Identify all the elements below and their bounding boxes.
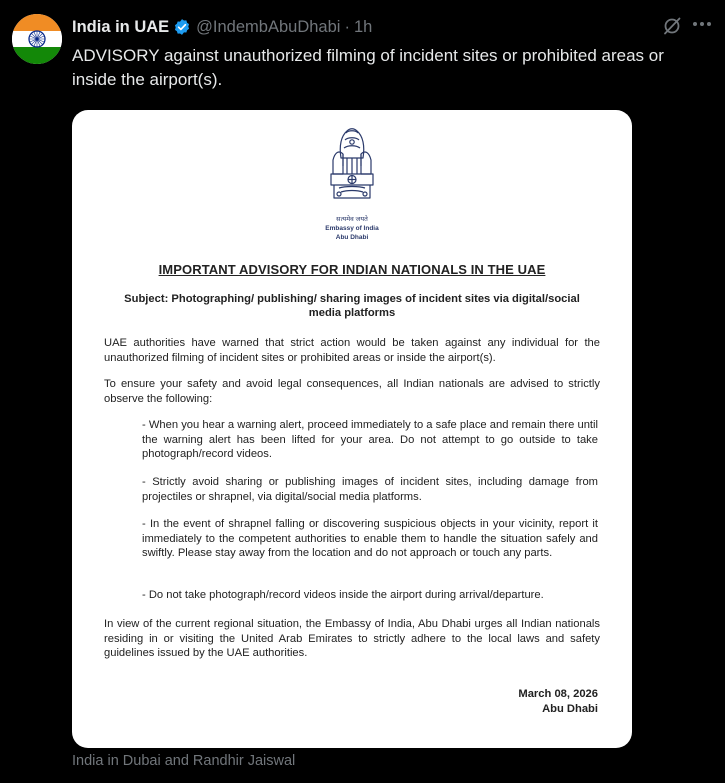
document-place: Abu Dhabi bbox=[542, 703, 598, 715]
state-emblem-icon bbox=[319, 122, 385, 214]
author-handle[interactable]: @IndembAbuDhabi bbox=[196, 17, 341, 36]
more-icon[interactable] bbox=[693, 22, 711, 26]
advisory-bullet: - Strictly avoid sharing or publishing images of incident sites, including damage from projectiles or shrapnel, via digital/social media platforms. bbox=[142, 476, 598, 503]
advisory-bullet: - Do not take photograph/record videos inside the airport during arrival/departure. bbox=[142, 589, 544, 601]
more-dot bbox=[707, 22, 711, 26]
avatar[interactable] bbox=[12, 14, 62, 64]
paragraph-closing: In view of the current regional situation, the Embassy of India, Abu Dhabi urges all Indian nationals residing in or visiting the United Arab Emirates to strictly adhere to the local laws and safety guidelines issued by the UAE authorities. bbox=[104, 618, 600, 659]
ashoka-chakra-icon bbox=[27, 29, 47, 49]
paragraph-advice: To ensure your safety and avoid legal consequences, all Indian nationals are advised to strictly observe the following: bbox=[104, 378, 600, 405]
emblem-city: Abu Dhabi bbox=[335, 234, 369, 241]
tagged-users-link[interactable]: India in Dubai and Randhir Jaiswal bbox=[72, 753, 296, 769]
document-subject: Subject: Photographing/ publishing/ sharing images of incident sites via digital/social media platforms bbox=[124, 293, 580, 319]
emblem-motto: सत्यमेव जयते bbox=[336, 216, 368, 223]
tweet-text: ADVISORY against unauthorized filming of incident sites or prohibited areas or inside the airport(s). bbox=[72, 46, 664, 89]
advisory-bullet: - In the event of shrapnel falling or discovering suspicious objects in your vicinity, report it immediately to the competent authorities to enable them to handle the situation safely and swiftly. Please stay away from the location and do not approach or touch any parts. bbox=[142, 518, 598, 559]
emblem-office: Embassy of India bbox=[325, 225, 379, 232]
author-name[interactable]: India in UAE bbox=[72, 17, 170, 36]
grok-icon[interactable] bbox=[662, 16, 682, 41]
tweet-header bbox=[72, 16, 372, 38]
document-title: IMPORTANT ADVISORY FOR INDIAN NATIONALS IN THE UAE bbox=[158, 262, 546, 277]
verified-badge-icon[interactable] bbox=[173, 18, 191, 36]
advisory-image[interactable] bbox=[72, 110, 632, 748]
separator-dot: · bbox=[344, 17, 350, 36]
document-date: March 08, 2026 bbox=[518, 688, 598, 700]
more-dot bbox=[700, 22, 704, 26]
paragraph-intro: UAE authorities have warned that strict action would be taken against any individual for the unauthorized filming of incident sites or prohibited areas or inside the airport(s). bbox=[104, 337, 600, 364]
flag-green-band bbox=[12, 47, 62, 64]
tweet-timestamp[interactable]: 1h bbox=[353, 17, 373, 36]
more-dot bbox=[693, 22, 697, 26]
advisory-bullet: - When you hear a warning alert, proceed immediately to a safe place and remain there until the warning alert has been lifted for your area. Do not attempt to go outside to take photograph/record videos. bbox=[142, 419, 598, 460]
